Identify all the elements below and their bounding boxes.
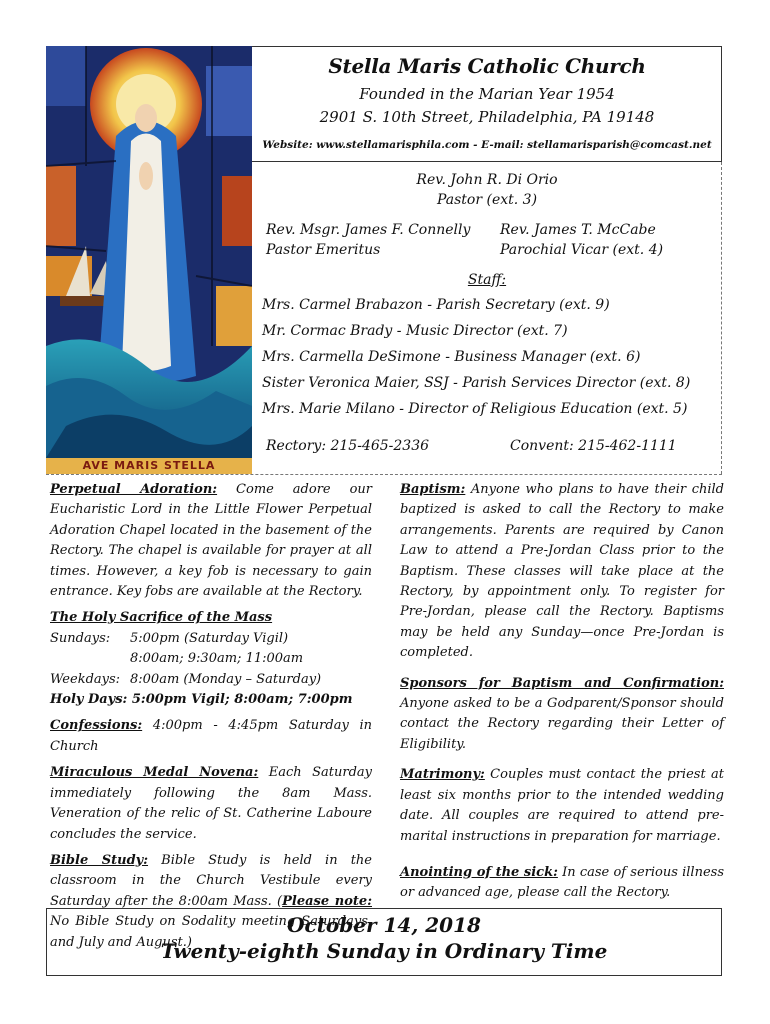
pastor-role: Pastor (ext. 3) [436, 192, 538, 208]
parochial-vicar-name: Rev. James T. McCabe [500, 222, 656, 238]
section-divider [46, 474, 722, 475]
pastor-emeritus-role: Pastor Emeritus [266, 242, 381, 258]
staff-member: Mr. Cormac Brady - Music Director (ext. 7) [262, 323, 568, 339]
window-caption: AVE MARIS STELLA [82, 459, 216, 472]
pastor-name: Rev. John R. Di Orio [416, 172, 558, 188]
bible-study-heading: Bible Study: [50, 852, 149, 868]
date-box [46, 908, 722, 976]
mass-heading-line [50, 608, 372, 628]
matrimony-heading: Matrimony: [400, 767, 485, 783]
bulletin-date: October 14, 2018 [287, 913, 481, 937]
staff-member: Mrs. Carmella DeSimone - Business Manager (ext. 6) [262, 349, 641, 365]
sponsors-paragraph: Sponsors for Baptism and Confirmation: Anyone asked to be a Godparent/Sponsor should contact the Rectory regarding their Letter of Eligibility. [400, 675, 724, 752]
founded-line: Founded in the Marian Year 1954 [359, 85, 615, 103]
please-note-label: Please note: [282, 893, 372, 909]
rectory-phone: Rectory: 215-465-2336 [266, 438, 430, 454]
left-column [50, 480, 372, 953]
sundays-row-2: 8:00am; 9:30am; 11:00am [130, 651, 304, 667]
staff-member: Sister Veronica Maier, SSJ - Parish Services Director (ext. 8) [262, 375, 691, 391]
parochial-vicar-role: Parochial Vicar (ext. 4) [500, 242, 664, 258]
right-column [400, 480, 724, 904]
weekdays-row: Weekdays: 8:00am (Monday – Saturday) [50, 671, 322, 687]
baptism-paragraph: Baptism: Anyone who plans to have their child baptized is asked to call the Rectory to make arrangements. Parents are required by Canon Law to attend a Pre-Jordan Class prior to the Baptism. These classes will take place at the Rectory, by appointment only. To register for Pre-Jordan, please call the Rectory. Baptisms may be held any Sunday—once Pre-Jordan is completed. [400, 482, 724, 661]
staff-heading: Staff: [467, 272, 507, 288]
sponsors-heading: Sponsors for Baptism and Confirmation: [400, 675, 724, 691]
holy-days-line: Holy Days: 5:00pm Vigil; 8:00am; 7:00pm [50, 692, 353, 708]
anointing-heading: Anointing of the sick: [400, 864, 558, 880]
convent-phone: Convent: 215-462-1111 [510, 438, 677, 454]
bible-study-paragraph: Bible Study: Bible Study is held in the classroom in the Church Vestibule every Saturday after the 8:00am Mass. (Please note: No Bible Study on Sodality meeting Saturdays, and July and August.) [50, 852, 372, 950]
perpetual-adoration-heading: Perpetual Adoration: [50, 482, 218, 497]
pastor-emeritus-name: Rev. Msgr. James F. Connelly [266, 222, 471, 238]
anointing-paragraph: Anointing of the sick: In case of serious illness or advanced age, please call the Rectory. [400, 864, 724, 901]
holy-sacrifice-heading: The Holy Sacrifice of the Mass [50, 610, 273, 626]
novena-heading: Miraculous Medal Novena: [50, 765, 259, 781]
confessions-heading: Confessions: [50, 718, 143, 734]
confessions-paragraph: Confessions: 4:00pm - 4:45pm Saturday in Church [50, 718, 372, 754]
website-email-line: Website: www.stellamarisphila.com - E-mail: stellamarisparish@comcast.net [262, 139, 712, 151]
matrimony-paragraph: Matrimony: Couples must contact the priest at least six months prior to the intended wedding date. All couples are required to attend pre-marital instructions in preparation for marriage. [400, 767, 724, 844]
staff-member: Mrs. Marie Milano - Director of Religious Education (ext. 5) [262, 401, 688, 417]
perpetual-adoration-paragraph: Perpetual Adoration: Come adore our Eucharistic Lord in the Little Flower Perpetual Adoration Chapel located in the basement of the Rectory. The chapel is available for prayer at all times. However, a key fob is necessary to gain entrance. Key fobs are available at the Rectory. [50, 482, 372, 600]
stained-glass-window [46, 46, 252, 474]
liturgical-sunday: Twenty-eighth Sunday in Ordinary Time [160, 939, 608, 963]
church-address: 2901 S. 10th Street, Philadelphia, PA 19148 [319, 108, 655, 126]
staff-member: Mrs. Carmel Brabazon - Parish Secretary (ext. 9) [262, 297, 610, 313]
novena-paragraph: Miraculous Medal Novena: Each Saturday immediately following the 8am Mass. Veneration of the relic of St. Catherine Laboure concludes the service. [50, 765, 372, 842]
sundays-row: Sundays: 5:00pm (Saturday Vigil) [50, 630, 289, 646]
mary-stained-glass-image [46, 46, 252, 474]
church-name: Stella Maris Catholic Church [328, 54, 646, 78]
baptism-heading: Baptism: [400, 482, 466, 497]
